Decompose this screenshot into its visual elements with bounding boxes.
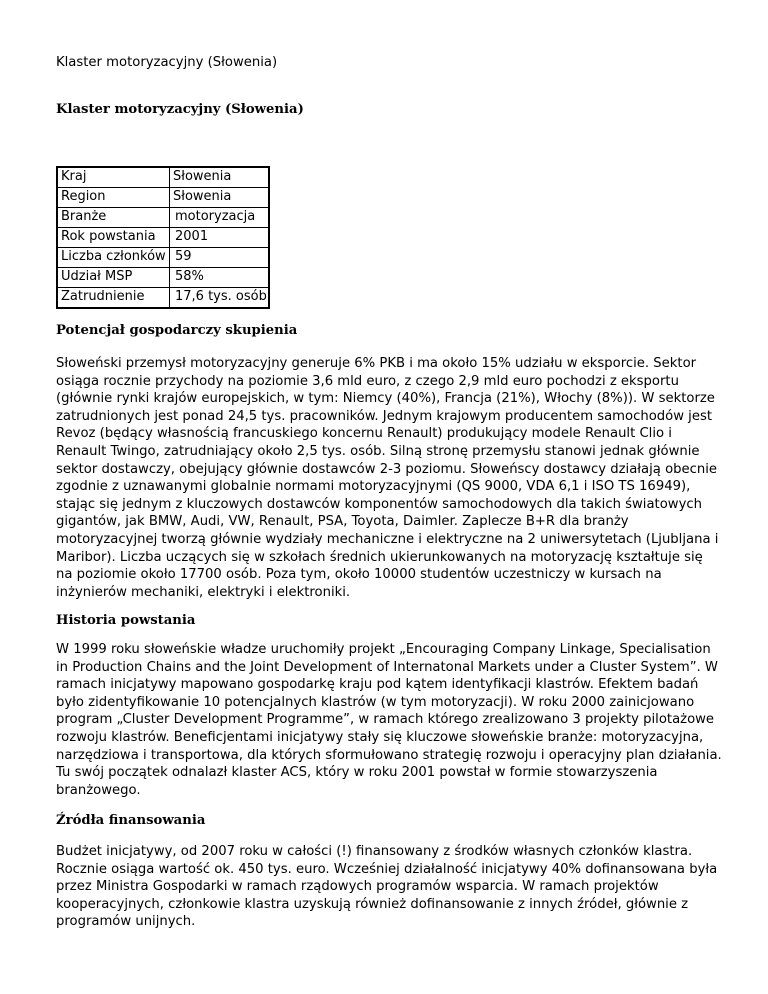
table-row [57, 167, 269, 188]
running-header: Klaster motoryzacyjny (Słowenia) [56, 55, 278, 70]
row-value: Słowenia [170, 188, 270, 208]
row-label: Region [57, 188, 170, 208]
text-line: W 1999 roku słoweńskie władze uruchomiły projekt „Encouraging Company Linkage, Specialisation [56, 642, 711, 657]
text-line: rozwoju klastrów. Beneficjentami inicjatywy stały się kluczowe słoweńskie branże: motoryzacyjna, [56, 729, 704, 745]
table-row [57, 248, 269, 268]
text-line: program „Cluster Development Programme”, w ramach którego zrealizowano 3 projekty pilotażowe [56, 712, 715, 728]
facts-table [56, 166, 270, 309]
text-line: na poziomie około 17700 osób. Poza tym, około 10000 studentów uczestniczy w kursach na [56, 567, 662, 583]
section-title-potencjal: Potencjał gospodarczy skupienia [56, 323, 298, 338]
row-value: 58% [170, 268, 270, 288]
table-row [57, 268, 269, 288]
document-title: Klaster motoryzacyjny (Słowenia) [56, 102, 304, 117]
text-line: gigantów, jak BMW, Audi, VW, Renault, PSA, Toyota, Daimler. Zaplecze B+R dla branży [56, 514, 629, 530]
text-line: osiąga rocznie przychody na poziomie 3,6 mld euro, z czego 2,9 mld euro pochodzi z eksportu [56, 373, 679, 389]
text-line: sektor dostawczy, obejujący głównie dostawców 2-3 poziomu. Słoweńscy dostawcy działają obecnie [56, 461, 718, 477]
text-line: zgodnie z uznawanymi globalnie normami motoryzacyjnymi (QS 9000, VDA 6,1 i ISO TS 16949), [56, 479, 691, 495]
text-line: Budżet inicjatywy, od 2007 roku w całości (!) finansowany z środków własnych członków klastra. [56, 844, 693, 859]
text-line: programów unijnych. [56, 914, 196, 930]
text-line: ramach inicjatywy mapowano gospodarkę kraju pod kątem identyfikacji klastrów. Efektem badań [56, 677, 699, 693]
table-row [57, 188, 269, 208]
text-line: Tu swój początek odnalazł klaster ACS, który w roku 2001 powstał w formie stowarzyszenia [56, 765, 658, 781]
text-line: zatrudnionych jest ponad 24,5 tys. pracowników. Jednym krajowym producentem samochodów jest [56, 408, 713, 424]
text-line: inżynierów mechaniki, elektryki i elektroniki. [56, 584, 351, 600]
table-row [57, 208, 269, 228]
row-value: motoryzacja [170, 208, 270, 228]
row-value: 2001 [170, 228, 270, 248]
table-row [57, 288, 269, 309]
row-value: 17,6 tys. osób [170, 288, 270, 309]
text-line: było zidentyfikowanie 10 potencjalnych klastrów (w tym motoryzacji). W roku 2000 zainicjowano [56, 694, 695, 710]
section-title-historia: Historia powstania [56, 613, 196, 628]
text-line: motoryzacyjnej tworzą głównie wydziały mechaniczne i elektryczne na 2 uniwersytetach (Ljubljana i [56, 531, 719, 547]
row-value: 59 [170, 248, 270, 268]
table-row [57, 228, 269, 248]
section-text-historia [56, 641, 720, 799]
text-line: branżowego. [56, 782, 141, 798]
section-title-finansowanie: Źródła finansowania [56, 813, 206, 828]
row-label: Kraj [57, 167, 170, 188]
text-line: Słoweński przemysł motoryzacyjny generuje 6% PKB i ma około 15% udziału w eksporcie. Sektor [56, 356, 697, 371]
text-line: Renault Twingo, zatrudniający około 2,5 tys. osób. Silną stronę przemysłu stanowi jednak głównie [56, 443, 700, 459]
text-line: Maribor). Liczba uczących się w szkołach średnich ukierunkowanych na motoryzację kształtuje się [56, 549, 703, 565]
text-line: (głównie rynki krajów europejskich, w tym: Niemcy (40%), Francja (21%), Włochy (8%)). W sektorze [56, 391, 715, 407]
text-line: przez Ministra Gospodarki w ramach rządowych programów wsparcia. W ramach projektów [56, 879, 659, 895]
row-value: Słowenia [170, 167, 270, 188]
text-line: narzędziowa i transportowa, dla których sformułowano strategię rozwoju i operacyjny plan działania. [56, 747, 722, 763]
section-text-finansowanie [56, 843, 720, 931]
row-label: Rok powstania [57, 228, 170, 248]
row-label: Udział MSP [57, 268, 170, 288]
text-line: stając się jednym z kluczowych dostawców komponentów samochodowych dla takich światowych [56, 496, 702, 512]
row-label: Zatrudnienie [57, 288, 170, 309]
row-label: Liczba członków [57, 248, 170, 268]
section-text-potencjal [56, 355, 720, 601]
text-line: kooperacyjnych, członkowie klastra uzyskują również dofinansowanie z innych źródeł, głównie z [56, 896, 689, 912]
text-line: in Production Chains and the Joint Development of Internatonal Markets under a Cluster System”. W [56, 659, 718, 675]
text-line: Revoz (będący własnością francuskiego koncernu Renault) produkujący modele Renault Clio i [56, 426, 672, 442]
text-line: Rocznie osiąga wartość ok. 450 tys. euro. Wcześniej działalność inicjatywy 40% dofinansowana była [56, 861, 718, 877]
row-label: Branże [57, 208, 170, 228]
